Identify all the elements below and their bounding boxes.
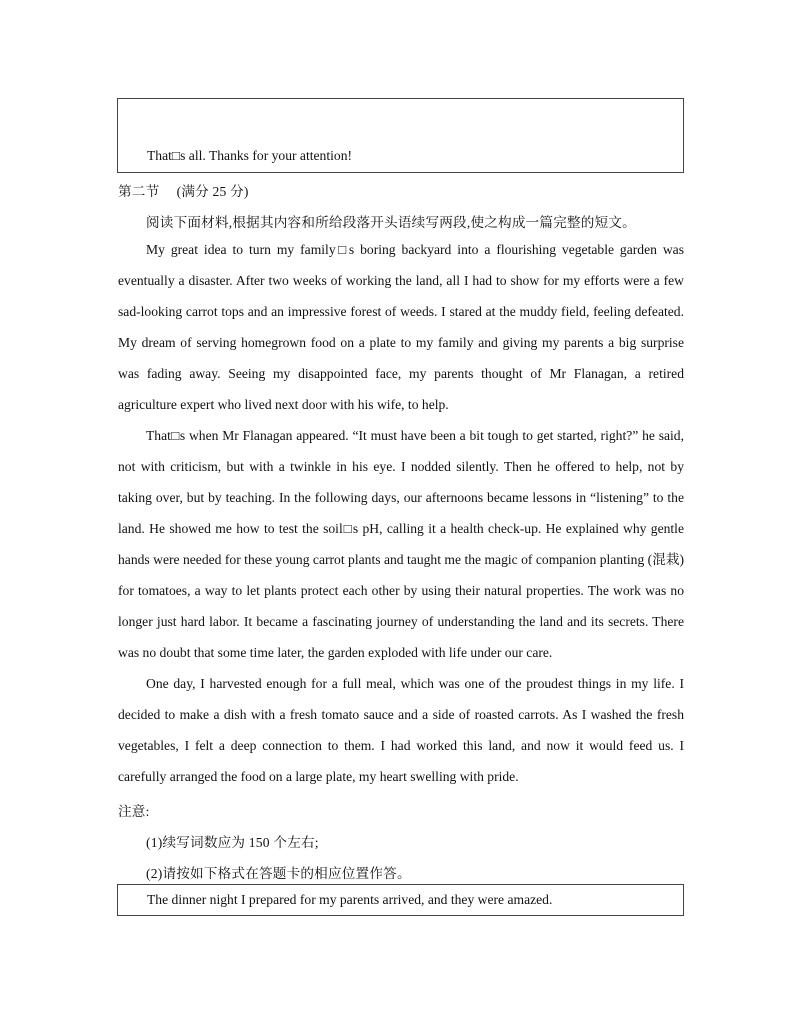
passage-paragraph-3	[118, 668, 684, 792]
passage-paragraph-1	[118, 234, 684, 420]
section-heading-line	[118, 180, 249, 200]
continuation-opening-sentence: The dinner night I prepared for my parents arrived, and they were amazed.	[147, 892, 553, 907]
top-answer-box	[117, 98, 684, 173]
closing-sentence: That□s all. Thanks for your attention!	[147, 148, 353, 163]
section-instruction: 阅读下面材料,根据其内容和所给段落开头语续写两段,使之构成一篇完整的短文。	[146, 215, 636, 230]
passage-p3-text: One day, I harvested enough for a full meal, which was one of the proudest things in my life. I decided to make a dish with a fresh tomato sauce and a side of roasted carrots. As I washed the fresh vegetables, I felt a deep connection to them. I had worked this land, and now it would feed us. I carefully arranged the food on a large plate, my heart swelling with pride.	[118, 676, 684, 784]
passage-p1-text: My great idea to turn my family□s boring backyard into a flourishing vegetable garden was eventually a disaster. After two weeks of working the land, all I had to show for my efforts were a few sad-looking carrot tops and an impressive forest of weeds. I stared at the muddy field, feeling defeated. My dream of serving homegrown food on a plate to my family and giving my parents a big surprise was fading away. Seeing my disappointed face, my parents thought of Mr Flanagan, a retired agriculture expert who lived next door with his wife, to help.	[118, 242, 684, 412]
section-score: (满分 25 分)	[176, 184, 249, 199]
section-heading: 第二节	[118, 184, 160, 199]
passage-p2-text: That□s when Mr Flanagan appeared. “It must have been a bit tough to get started, right?” he said, not with criticism, but with a twinkle in his eye. I nodded silently. Then he offered to help, not by taking over, but by teaching. In the following days, our afternoons became lessons in “listening” to the land. He showed me how to test the soil□s pH, calling it a health check-up. He explained why gentle hands were needed for these young carrot plants and taught me the magic of companion planting (混栽) for tomatoes, a way to let plants protect each other by using their natural properties. The work was no longer just hard labor. It became a fascinating journey of understanding the land and its secrets. There was no doubt that some time later, the garden exploded with life under our care.	[118, 428, 684, 660]
notes-label: 注意:	[118, 804, 150, 819]
notes-item-2: (2)请按如下格式在答题卡的相应位置作答。	[146, 866, 411, 881]
answer-format-box	[117, 884, 684, 916]
notes-item-1: (1)续写词数应为 150 个左右;	[146, 835, 319, 850]
passage-paragraph-2	[118, 420, 684, 668]
